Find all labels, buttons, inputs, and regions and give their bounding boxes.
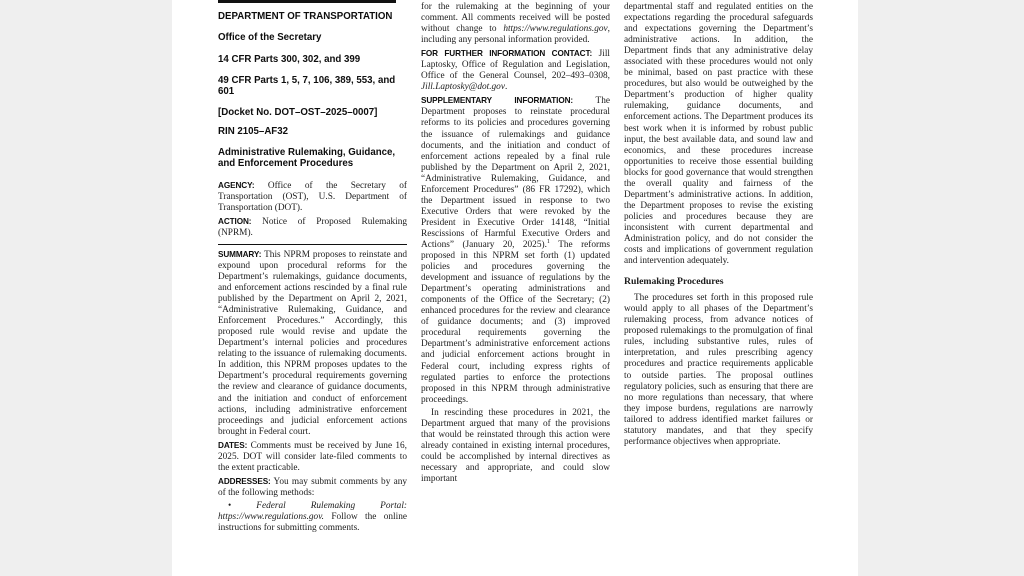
office-heading: Office of the Secretary (218, 32, 322, 44)
agency-label: AGENCY: (218, 180, 255, 190)
regulations-gov-url: https://www.regulations.gov (503, 24, 608, 35)
bullet-rest-text: Follow the online instructions for submitting comments. (218, 511, 407, 534)
addresses-text: You may submit comments by any of the following methods: (218, 476, 407, 498)
cfr-parts-line-2: 49 CFR Parts 1, 5, 7, 106, 389, 553, and 601 (218, 74, 396, 98)
action-paragraph (218, 216, 407, 239)
rescinding-paragraph: In rescinding these procedures in 2021, the Department argued that many of the provisions that would be reinstated through this action were already contained in existing internal procedures, could be accomplished by internal directives as necessary and appropriate, and could slow important (421, 407, 610, 484)
bullet-portal-text: Federal Rulemaking Portal: https://www.regulations.gov. (218, 500, 407, 522)
procedures-scope-paragraph: The procedures set forth in this proposed rule would apply to all phases of the Department’s rulemaking process, from advance notices of proposed rulemakings to the promulgation of final rules, including substantive rules, rules of interpretation, and rules prescribing agency procedures and practice requirements applicable to outside parties. The proposal outlines regulatory policies, such as ensuring that there are no more regulations than necessary, that where they impose burdens, regulations are narrowly tailored to address identified market failures or statutory mandates, and that they specify performance objectives when appropriate. (624, 293, 813, 447)
comment-instructions-paragraph (421, 2, 610, 46)
column-left (218, 0, 407, 576)
rulemaking-procedures-heading: Rulemaking Procedures (624, 276, 724, 288)
contact-text-end: . (504, 82, 508, 93)
footnote-reference-1: 1 (546, 237, 550, 245)
agency-top-rule (218, 0, 396, 3)
dates-label: DATES: (218, 440, 248, 450)
contact-email: Jill.Laptosky@dot.gov (421, 82, 505, 93)
supplementary-text-continued: The reforms proposed in this NPRM set forth (1) updated policies and procedures governing the development and issuance of regulations by the Department’s operating administrations and components of the Office of the Secretary; (2) enhanced procedures for the review and clearance of guidance documents; and (3) improved procedural requirements governing the Department’s administrative enforcement actions and judicial enforcement actions brought in Federal court, including express rights of regulated parties to enforce the protections proposed in this NPRM through administrative proceedings. (421, 239, 610, 405)
column-right (624, 2, 813, 576)
summary-divider-rule (218, 244, 407, 245)
agency-heading: DEPARTMENT OF TRANSPORTATION (218, 11, 393, 22)
column-middle (421, 2, 610, 576)
summary-text: This NPRM proposes to reinstate and expound upon procedural reforms for the Department’s rulemakings, guidance documents, and enforcement actions rescinded by a final rule published by the Department on April 2, 2021, “Administrative Rulemaking, Guidance, and Enforcement Procedures.” Accordingly, this proposed rule would revise and update the Department’s internal policies and procedures relating to the issuance of rulemaking documents. In addition, this NPRM proposes updates to the Department’s procedural requirements governing the review and clearance of guidance documents, and the initiation and conduct of enforcement actions, including administrative enforcement proceedings and judicial enforcement actions brought in Federal court. (218, 249, 407, 437)
supplementary-paragraph (421, 95, 610, 405)
docket-number: [Docket No. DOT–OST–2025–0007] (218, 107, 378, 119)
bullet-marker: • (228, 500, 257, 511)
dates-text: Comments must be received by June 16, 2025. DOT will consider late-filed comments to the extent practicable. (218, 440, 407, 473)
dates-paragraph (218, 440, 407, 474)
subject-heading: Administrative Rulemaking, Guidance, and Enforcement Procedures (218, 147, 396, 170)
contact-label: FOR FURTHER INFORMATION CONTACT: (421, 49, 593, 59)
rin-number: RIN 2105–AF32 (218, 125, 289, 137)
addresses-label: ADDRESSES: (218, 476, 271, 486)
addresses-paragraph (218, 476, 407, 499)
contact-paragraph (421, 48, 610, 93)
comment-instructions-post: , including any personal information provided. (421, 24, 610, 46)
departmental-expectations-paragraph: departmental staff and regulated entities on the expectations regarding the procedural safeguards and expectations governing the Department’s administrative actions. In addition, the Department finds that any administrative delay associated with these procedures would not only be minimal, based on past practice with these procedures, but also would be outweighed by the Department’s production of higher quality rulemaking, guidance documents, and enforcement actions. The Department produces its best work when it is informed by robust public input, the best available data, and sound law and economics, and these procedures increase opportunities to receive those essential building blocks for good governance that would strengthen the overall quality and fairness of the Department’s administrative actions. In addition, the Department proposes to revise the existing policies and procedures because they are inconsistent with current departmental and Administration policy, and do not consider the costs and implications of government regulation and intervention adequately. (624, 2, 813, 267)
cfr-parts-line-1: 14 CFR Parts 300, 302, and 399 (218, 53, 361, 65)
supplementary-label: SUPPLEMENTARY INFORMATION: (421, 96, 574, 106)
action-label: ACTION: (218, 216, 252, 226)
supplementary-text: The Department proposes to reinstate procedural reforms to its policies and procedures governing the issuance of rulemakings and guidance documents, and the initiation and conduct of enforcement actions repealed by a final rule published by the Department on April 2, 2021, “Administrative Rulemaking, Guidance, and Enforcement Procedures” (86 FR 17292), which the Department issued in response to two Executive Orders that were revoked by the President in Executive Order 14148, “Initial Rescissions of Harmful Executive Orders and Actions” (January 20, 2025). (421, 96, 610, 250)
agency-text: Office of the Secretary of Transportation (OST), U.S. Department of Transportation (DOT). (218, 180, 407, 213)
summary-label: SUMMARY: (218, 249, 262, 259)
action-text: Notice of Proposed Rulemaking (NPRM). (218, 216, 407, 238)
rulemaking-portal-bullet (218, 501, 407, 534)
summary-paragraph (218, 249, 407, 438)
comment-instructions-pre: for the rulemaking at the beginning of your comment. All comments received will be posted without change to (421, 2, 610, 35)
three-column-layout (218, 0, 813, 576)
contact-text: Jill Laptosky, Office of Regulation and Legislation, Office of the General Counsel, 202–493–0308, (421, 49, 610, 82)
agency-paragraph (218, 180, 407, 214)
federal-register-page (172, 0, 858, 576)
